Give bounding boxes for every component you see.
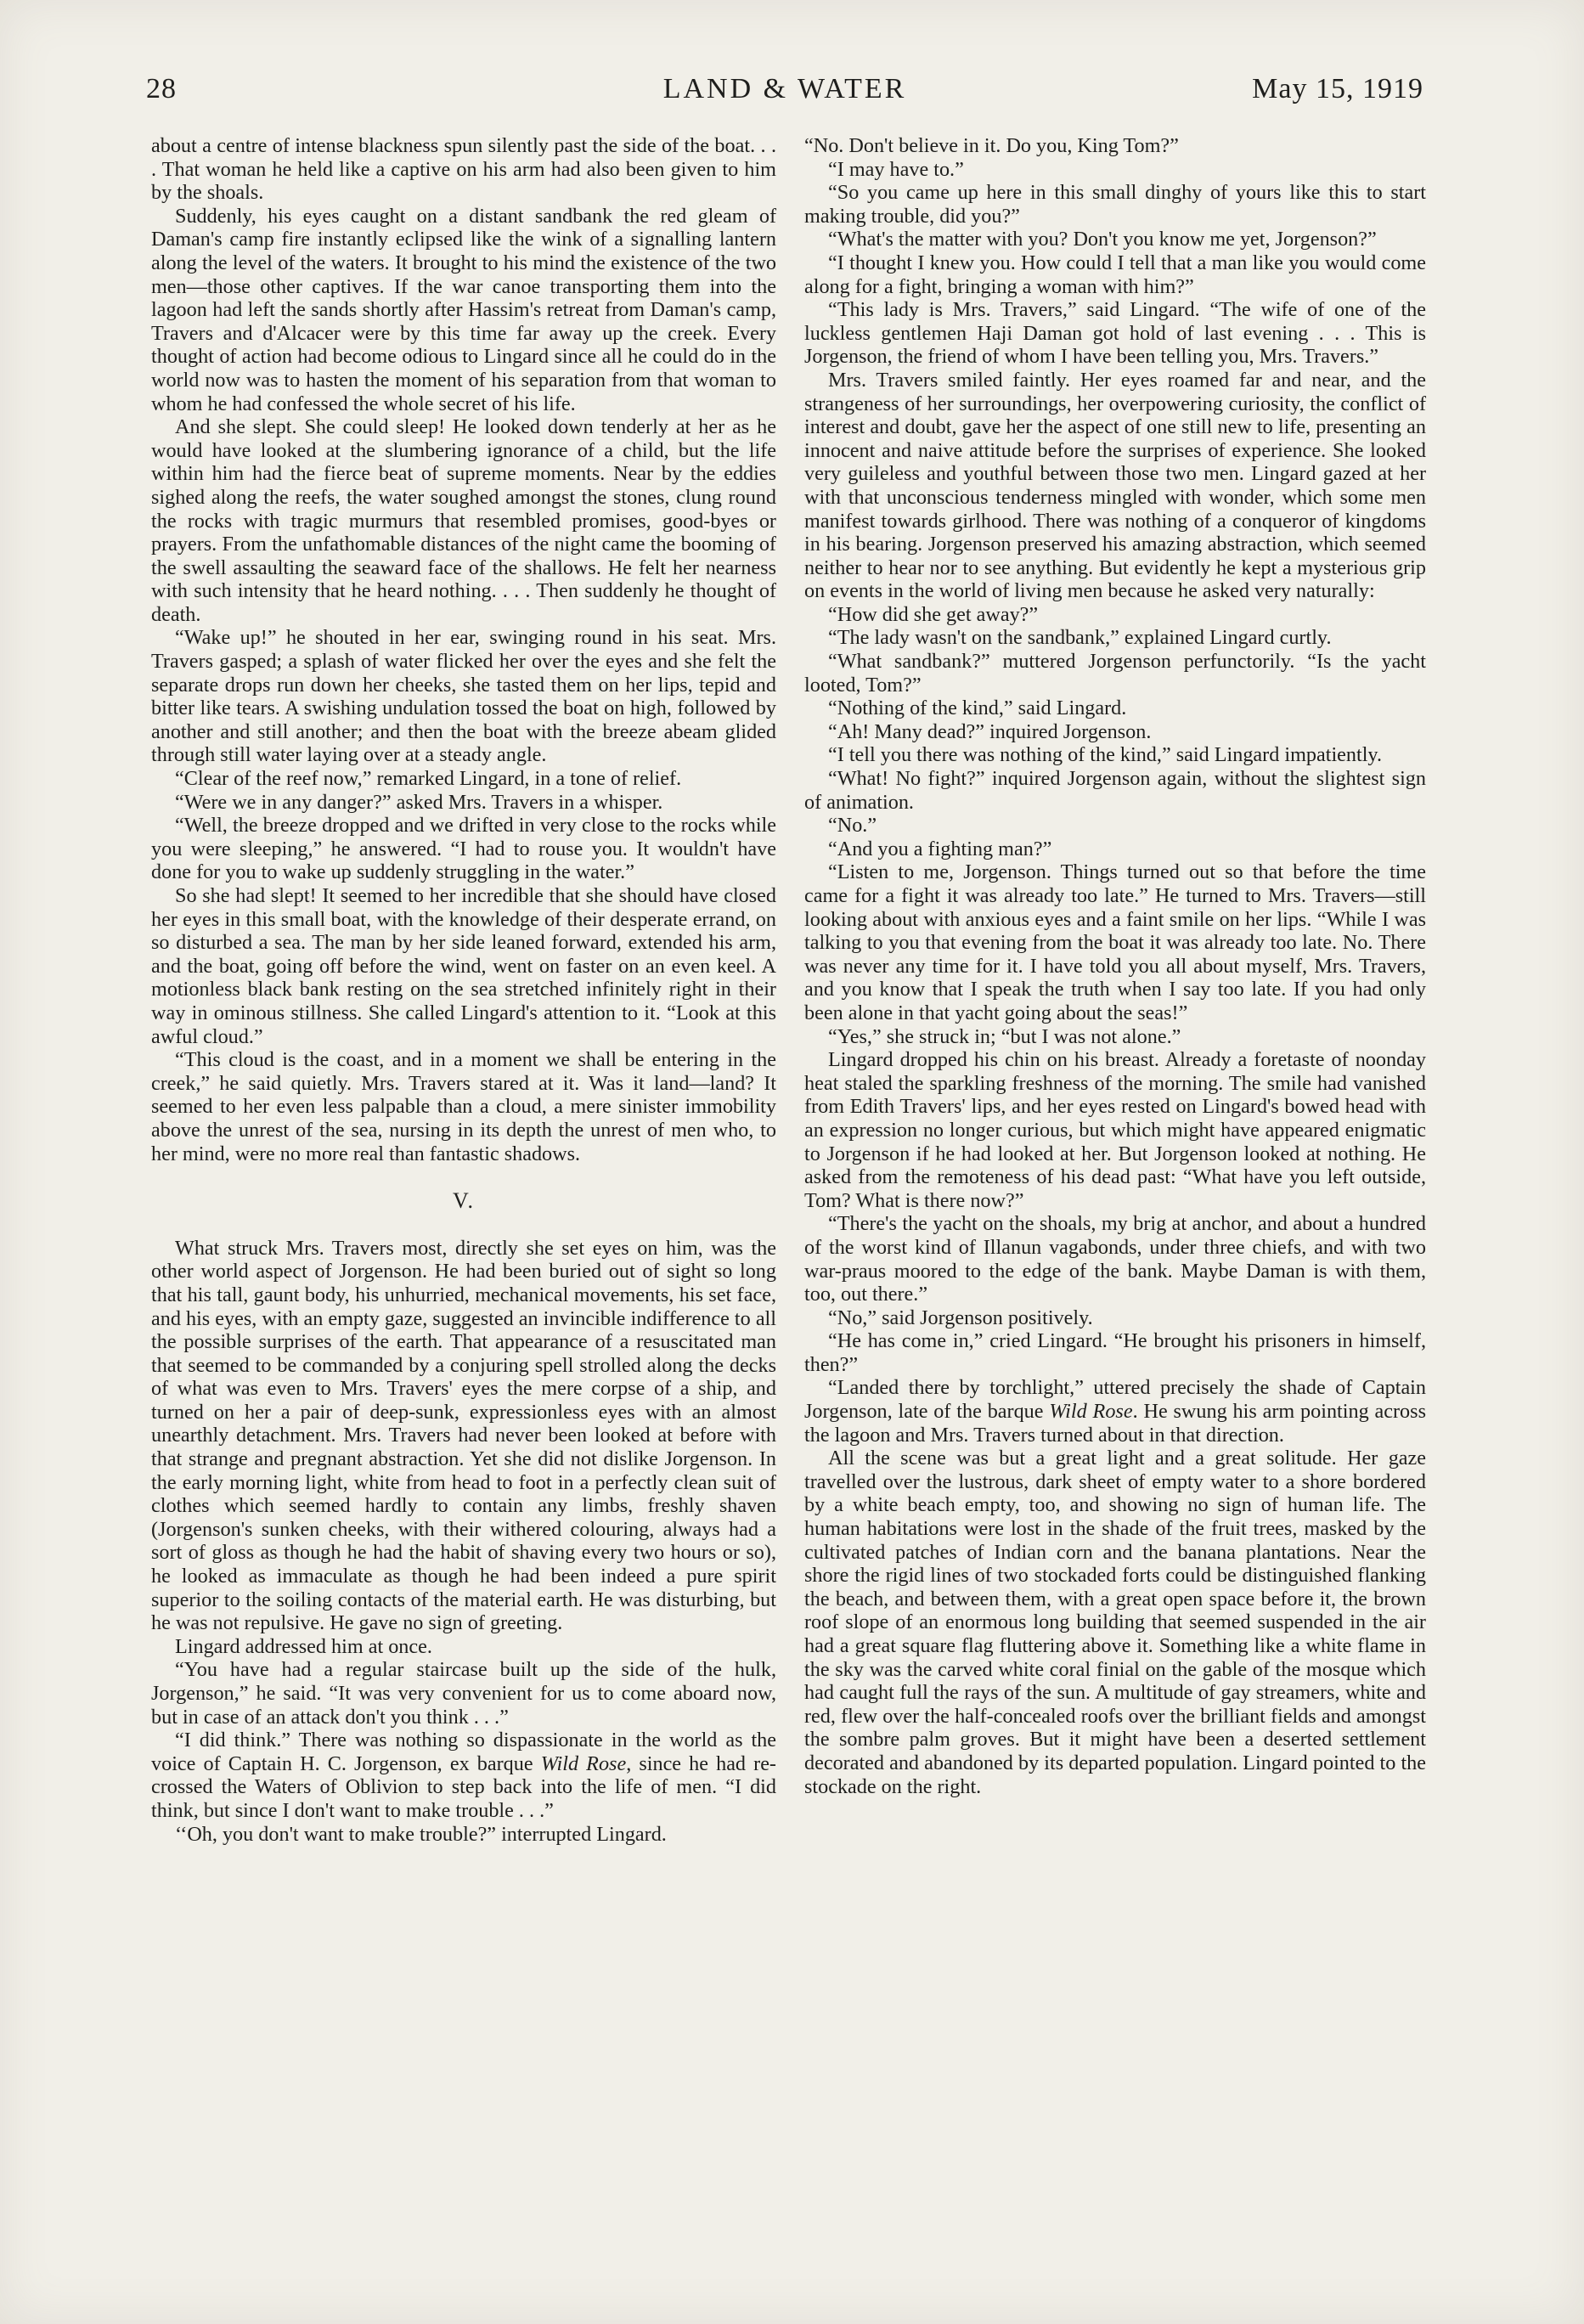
paragraph	[804, 1376, 1426, 1447]
paragraph: “This lady is Mrs. Travers,” said Lingard. “The wife of one of the luckless gentlemen Haji Daman got hold of last evening . . . This is Jorgenson, the friend of whom I have been telling you, Mrs. Travers.”	[804, 298, 1426, 369]
right-column	[804, 134, 1426, 1798]
paragraph: “I may have to.”	[828, 157, 964, 181]
left-column	[151, 134, 776, 1846]
paragraph: ‘‘Oh, you don't want to make trouble?” interrupted Lingard.	[175, 1822, 667, 1846]
paragraph: “So you came up here in this small dinghy of yours like this to start making trouble, did you?”	[804, 181, 1426, 228]
paragraph: “Nothing of the kind,” said Lingard.	[828, 697, 1127, 720]
paragraph: “You have had a regular staircase built up the side of the hulk, Jorgenson,” he said. “It was very convenient for us to come aboard now, but in case of an attack don't you think . . .”	[151, 1658, 776, 1729]
paragraph: “Yes,” she struck in; “but I was not alone.”	[828, 1024, 1181, 1048]
paragraph: “Wake up!” he shouted in her ear, swinging round in his seat. Mrs. Travers gasped; a splash of water flicked her over the eyes and she felt the separate drops run down her cheeks, she tasted them on her lips, tepid and bitter like tears. A swishing undulation tossed the boat on high, followed by another and still another; and then the boat with the breeze abeam glided through still water laying over at a steady angle.	[151, 626, 776, 767]
paragraph: Lingard addressed him at once.	[175, 1634, 432, 1658]
paragraph: Mrs. Travers smiled faintly. Her eyes roamed far and near, and the strangeness of her surroundings, her overpowering curiosity, the conflict of interest and doubt, gave her the aspect of one still new to life, presenting an innocent and naive attitude before the surprises of experience. She looked very guileless and youthful between those two men. Lingard gazed at her with that unconscious tenderness mingled with wonder, which some men manifest towards girlhood. There was nothing of a conqueror of kingdoms in his bearing. Jorgenson preserved his amazing abstraction, which seemed neither to hear nor to see anything. But evidently he kept a mysterious grip on events in the world of living men because he asked very naturally:	[804, 368, 1426, 603]
paragraph-text: “Landed there by torchlight,” uttered precisely the shade of Captain Jorgenson, late of the barque	[804, 1376, 1426, 1424]
paragraph: “I thought I knew you. How could I tell that a man like you would come along for a fight, bringing a woman with him?”	[804, 251, 1426, 298]
paragraph: “Were we in any danger?” asked Mrs. Travers in a whisper.	[175, 790, 663, 814]
paragraph: “Ah! Many dead?” inquired Jorgenson.	[828, 719, 1152, 743]
paragraph: Lingard dropped his chin on his breast. Already a foretaste of noonday heat staled the sparkling freshness of the morning. The smile had vanished from Edith Travers' lips, and her eyes rested on Lingard's bowed head with an expression no longer curious, but which might have appeared enigmatic to Jorgenson if he had looked at her. But Jorgenson looked at nothing. He asked from the remoteness of his dead past: “What have you left outside, Tom? What is there now?”	[804, 1048, 1426, 1212]
paragraph: So she had slept! It seemed to her incredible that she should have closed her eyes in this small boat, with the knowledge of their desperate errand, on so disturbed a sea. The man by her side leaned forward, extended his arm, and the boat, going off before the wind, went on faster on an even keel. A motionless black bank resting on the sea stretched infinitely right in their way in ominous stillness. She called Lingard's attention to it. “Look at this awful cloud.”	[151, 884, 776, 1048]
paragraph: “What's the matter with you? Don't you know me yet, Jorgenson?”	[828, 228, 1377, 251]
ship-name: Wild Rose	[540, 1751, 627, 1775]
section-heading: V.	[453, 1188, 475, 1214]
page-header	[146, 73, 1423, 116]
paragraph: “No.”	[828, 814, 877, 838]
paragraph-text: “I did think.” There was nothing so dispassionate in the world as the voice of Captain H. C. Jorgenson, ex barque	[151, 1729, 776, 1775]
paragraph: “He has come in,” cried Lingard. “He brought his prisoners in himself, then?”	[804, 1329, 1426, 1376]
paragraph: “Listen to me, Jorgenson. Things turned out so that before the time came for a fight it was already too late.” He turned to Mrs. Travers—still looking about with anxious eyes and a faint smile on her lips. “While I was talking to you that evening from the boat it was already too late. No. There was never any time for it. I have told you all about myself, Mrs. Travers, and you know that I speak the truth when I say too late. If you had only been alone in that yacht going about the seas!”	[804, 860, 1426, 1024]
paragraph: about a centre of intense blackness spun silently past the side of the boat. . . . That woman he held like a captive on his arm had also been given to him by the shoals.	[151, 134, 776, 205]
page-number: 28	[146, 73, 177, 104]
paragraph: “No,” said Jorgenson positively.	[828, 1306, 1093, 1329]
paragraph-text: , since he had re-crossed the Waters of Oblivion to step back into the life of men. “I did think, but since I don't want to make trouble . . .”	[151, 1751, 776, 1822]
paragraph: What struck Mrs. Travers most, directly she set eyes on him, was the other world aspect of Jorgenson. He had been buried out of sight so long that his tall, gaunt body, his unhurried, mechanical movements, his set face, and his eyes, with an empty gaze, suggested an invincible indifference to all the possible surprises of the earth. That appearance of a resuscitated man that seemed to be commanded by a conjuring spell strolled along the decks of what was even to Mrs. Travers' eyes the mere corpse of a ship, and turned on her a pair of deep-sunk, expressionless eyes with an almost unearthly detachment. Mrs. Travers had never been looked at before with that strange and pregnant abstraction. Yet she did not dislike Jorgenson. In the early morning light, white from head to foot in a perfectly clean suit of clothes which seemed hardly to contain any limbs, freshly shaven (Jorgenson's sunken cheeks, with their withered colouring, always had a sort of gloss as though he had the habit of shaving every two hours or so), he looked as immaculate as though he had been indeed a pure spirit superior to the soiling contacts of the material earth. He was disturbing, but he was not repulsive. He gave no sign of greeting.	[151, 1236, 776, 1635]
paragraph-text: . He swung his arm pointing across the lagoon and Mrs. Travers turned about in that direction.	[804, 1400, 1426, 1447]
paragraph: “What sandbank?” muttered Jorgenson perfunctorily. “Is the yacht looted, Tom?”	[804, 650, 1426, 697]
paragraph: “Clear of the reef now,” remarked Lingard, in a tone of relief.	[175, 767, 682, 791]
paragraph	[151, 1729, 776, 1822]
paragraph: Suddenly, his eyes caught on a distant sandbank the red gleam of Daman's camp fire instantly eclipsed like the wink of a signalling lantern along the level of the waters. It brought to his mind the existence of the two men—those other captives. If the war canoe transporting them into the lagoon had left the sands shortly after Hassim's retreat from Daman's camp, Travers and d'Alcacer were by this time far away up the creek. Every thought of action had become odious to Lingard since all he could do in the world now was to hasten the moment of his separation from that woman to whom he had confessed the whole secret of his life.	[151, 204, 776, 415]
ship-name: Wild Rose	[1049, 1400, 1133, 1424]
paragraph: “The lady wasn't on the sandbank,” explained Lingard curtly.	[828, 626, 1332, 650]
paragraph: “There's the yacht on the shoals, my brig at anchor, and about a hundred of the worst kind of Illanun vagabonds, under three chiefs, and with two war-praus moored to the edge of the bank. Maybe Daman is with them, too, out there.”	[804, 1212, 1426, 1306]
paragraph: “Well, the breeze dropped and we drifted in very close to the rocks while you were sleeping,” he answered. “I had to rouse you. It wouldn't have done for you to wake up suddenly struggling in the water.”	[151, 814, 776, 884]
paragraph: “How did she get away?”	[828, 602, 1039, 626]
paragraph: All the scene was but a great light and a great solitude. Her gaze travelled over the lustrous, dark sheet of empty water to a shore bordered by a white beach empty, too, and showing no sign of human life. The human habitations were lost in the shade of the fruit trees, masked by the cultivated patches of Indian corn and the banana plantations. Near the shore the rigid lines of two stockaded forts could be distinguished flanking the beach, and between them, with a great open space before it, the brown roof slope of an enormous long building that seemed suspended in the air had a great square flag fluttering above it. Something like a white flame in the sky was the carved white coral finial on the gable of the mosque which had caught full the rays of the sun. A multitude of gay streamers, white and red, flew over the half-concealed roofs over the brilliant fields and amongst the sombre palm groves. But it might have been a deserted settlement decorated and abandoned by its departed population. Lingard pointed to the stockade on the right.	[804, 1447, 1426, 1798]
paragraph: “I tell you there was nothing of the kind,” said Lingard impatiently.	[828, 743, 1382, 767]
paragraph: And she slept. She could sleep! He looked down tenderly at her as he would have looked at the slumbering ignorance of a child, but the life within him had the fierce beat of supreme moments. Near by the eddies sighed along the reefs, the water soughed amongst the stones, clung round the rocks with tragic murmurs that resembled promises, good-byes or prayers. From the unfathomable distances of the night came the booming of the swell assaulting the seaward face of the shallows. He felt her nearness with such intensity that he heard nothing. . . . Then suddenly he thought of death.	[151, 415, 776, 626]
paragraph: “This cloud is the coast, and in a moment we shall be entering in the creek,” he said quietly. Mrs. Travers stared at it. Was it land—land? It seemed to her even less palpable than a cloud, a mere sinister immobility above the unrest of the sea, nursing in its depth the unrest of men who, to her mind, were no more real than fantastic shadows.	[151, 1048, 776, 1165]
issue-date: May 15, 1919	[1252, 73, 1423, 104]
paragraph: “And you a fighting man?”	[828, 837, 1052, 860]
paragraph: “No. Don't believe in it. Do you, King Tom?”	[804, 134, 1179, 157]
paragraph: “What! No fight?” inquired Jorgenson again, without the slightest sign of animation.	[804, 767, 1426, 814]
masthead-title: LAND & WATER	[662, 73, 907, 104]
